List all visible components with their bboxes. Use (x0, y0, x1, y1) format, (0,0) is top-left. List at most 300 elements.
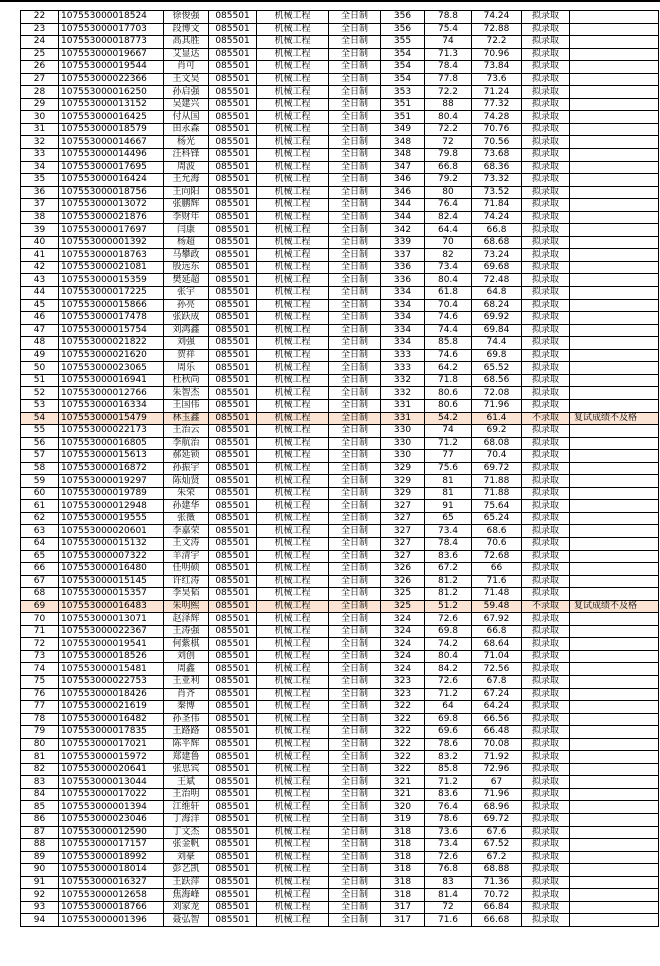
major-code-cell: 085501 (209, 650, 257, 663)
total-score-cell: 66.8 (472, 224, 522, 237)
student-name-cell: 孙亮 (164, 299, 209, 312)
candidate-id-cell: 107553000015132 (59, 537, 164, 550)
student-name-cell: 林玉鑫 (164, 412, 209, 425)
admission-decision-cell: 拟录取 (522, 738, 570, 751)
major-code-cell: 085501 (209, 713, 257, 726)
row-number-cell: 49 (21, 349, 59, 362)
row-number-cell: 47 (21, 324, 59, 337)
table-row (21, 312, 659, 325)
table-row (21, 462, 659, 475)
total-score-cell: 71.24 (472, 86, 522, 99)
candidate-id-cell: 107553000016425 (59, 111, 164, 124)
remark-cell (570, 312, 659, 325)
row-number-cell: 87 (21, 826, 59, 839)
study-mode-cell: 全日制 (329, 575, 381, 588)
admission-decision-cell: 拟录取 (522, 675, 570, 688)
retest-score-cell: 72.6 (425, 613, 472, 626)
remark-cell (570, 11, 659, 24)
remark-cell (570, 864, 659, 877)
retest-score-cell: 72.6 (425, 851, 472, 864)
retest-score-cell: 74.2 (425, 638, 472, 651)
student-name-cell: 张鹏辉 (164, 199, 209, 212)
study-mode-cell: 全日制 (329, 224, 381, 237)
major-name-cell: 机械工程 (257, 889, 329, 902)
student-name-cell: 段博文 (164, 23, 209, 36)
table-row (21, 337, 659, 350)
table-row (21, 625, 659, 638)
table-row (21, 864, 659, 877)
major-name-cell: 机械工程 (257, 776, 329, 789)
total-score-cell: 67.92 (472, 613, 522, 626)
student-name-cell: 孙圣伟 (164, 713, 209, 726)
major-name-cell: 机械工程 (257, 864, 329, 877)
study-mode-cell: 全日制 (329, 199, 381, 212)
major-name-cell: 机械工程 (257, 462, 329, 475)
row-number-cell: 70 (21, 613, 59, 626)
total-score-cell: 71.96 (472, 788, 522, 801)
major-code-cell: 085501 (209, 788, 257, 801)
table-row (21, 726, 659, 739)
admission-decision-cell: 拟录取 (522, 663, 570, 676)
study-mode-cell: 全日制 (329, 98, 381, 111)
major-code-cell: 085501 (209, 751, 257, 764)
candidate-id-cell: 107553000012766 (59, 387, 164, 400)
major-name-cell: 机械工程 (257, 136, 329, 149)
row-number-cell: 28 (21, 86, 59, 99)
major-name-cell: 机械工程 (257, 425, 329, 438)
candidate-id-cell: 107553000021876 (59, 211, 164, 224)
remark-cell (570, 324, 659, 337)
student-name-cell: 贺祥 (164, 349, 209, 362)
student-name-cell: 彭艺凯 (164, 864, 209, 877)
study-mode-cell: 全日制 (329, 11, 381, 24)
candidate-id-cell: 107553000020641 (59, 763, 164, 776)
row-number-cell: 65 (21, 550, 59, 563)
row-number-cell: 55 (21, 425, 59, 438)
table-row (21, 701, 659, 714)
row-number-cell: 40 (21, 236, 59, 249)
remark-cell (570, 387, 659, 400)
admission-decision-cell: 拟录取 (522, 864, 570, 877)
retest-score-cell: 78.6 (425, 738, 472, 751)
study-mode-cell: 全日制 (329, 312, 381, 325)
admission-decision-cell: 不录取 (522, 412, 570, 425)
student-name-cell: 田永森 (164, 123, 209, 136)
student-name-cell: 何紫棋 (164, 638, 209, 651)
major-code-cell: 085501 (209, 249, 257, 262)
row-number-cell: 30 (21, 111, 59, 124)
initial-score-cell: 321 (381, 788, 425, 801)
remark-cell (570, 588, 659, 601)
major-code-cell: 085501 (209, 73, 257, 86)
row-number-cell: 89 (21, 851, 59, 864)
study-mode-cell: 全日制 (329, 412, 381, 425)
remark-cell (570, 450, 659, 463)
study-mode-cell: 全日制 (329, 500, 381, 513)
initial-score-cell: 356 (381, 23, 425, 36)
major-name-cell: 机械工程 (257, 814, 329, 827)
total-score-cell: 67.8 (472, 675, 522, 688)
row-number-cell: 35 (21, 174, 59, 187)
total-score-cell: 73.24 (472, 249, 522, 262)
table-row (21, 48, 659, 61)
remark-cell (570, 901, 659, 914)
row-number-cell: 45 (21, 299, 59, 312)
remark-cell (570, 625, 659, 638)
major-code-cell: 085501 (209, 36, 257, 49)
major-code-cell: 085501 (209, 161, 257, 174)
student-name-cell: 李航治 (164, 437, 209, 450)
candidate-id-cell: 107553000019667 (59, 48, 164, 61)
admission-decision-cell: 拟录取 (522, 751, 570, 764)
retest-score-cell: 77 (425, 450, 472, 463)
admission-decision-cell: 拟录取 (522, 299, 570, 312)
remark-cell (570, 738, 659, 751)
major-name-cell: 机械工程 (257, 901, 329, 914)
total-score-cell: 69.72 (472, 814, 522, 827)
admission-decision-cell: 拟录取 (522, 274, 570, 287)
table-body (21, 11, 659, 927)
retest-score-cell: 70.4 (425, 299, 472, 312)
initial-score-cell: 348 (381, 136, 425, 149)
candidate-id-cell: 107553000022366 (59, 73, 164, 86)
total-score-cell: 70.08 (472, 738, 522, 751)
study-mode-cell: 全日制 (329, 638, 381, 651)
retest-score-cell: 71.8 (425, 374, 472, 387)
remark-cell (570, 23, 659, 36)
candidate-id-cell: 107553000019544 (59, 61, 164, 74)
major-code-cell: 085501 (209, 136, 257, 149)
study-mode-cell: 全日制 (329, 650, 381, 663)
study-mode-cell: 全日制 (329, 788, 381, 801)
retest-score-cell: 72 (425, 901, 472, 914)
retest-score-cell: 80.6 (425, 399, 472, 412)
total-score-cell: 74.24 (472, 11, 522, 24)
student-name-cell: 闫康 (164, 224, 209, 237)
study-mode-cell: 全日制 (329, 839, 381, 852)
total-score-cell: 68.88 (472, 864, 522, 877)
retest-score-cell: 73.4 (425, 525, 472, 538)
retest-score-cell: 70 (425, 236, 472, 249)
retest-score-cell: 73.4 (425, 261, 472, 274)
initial-score-cell: 324 (381, 638, 425, 651)
retest-score-cell: 83.6 (425, 788, 472, 801)
admission-decision-cell: 拟录取 (522, 261, 570, 274)
initial-score-cell: 333 (381, 349, 425, 362)
table-row (21, 11, 659, 24)
remark-cell (570, 663, 659, 676)
remark-cell (570, 462, 659, 475)
major-code-cell: 085501 (209, 387, 257, 400)
student-name-cell: 肖齐 (164, 688, 209, 701)
total-score-cell: 72.2 (472, 36, 522, 49)
retest-score-cell: 80.4 (425, 274, 472, 287)
remark-cell (570, 249, 659, 262)
retest-score-cell: 85.8 (425, 337, 472, 350)
initial-score-cell: 353 (381, 86, 425, 99)
table-row (21, 387, 659, 400)
study-mode-cell: 全日制 (329, 487, 381, 500)
table-row (21, 450, 659, 463)
major-name-cell: 机械工程 (257, 287, 329, 300)
major-name-cell: 机械工程 (257, 349, 329, 362)
study-mode-cell: 全日制 (329, 550, 381, 563)
major-code-cell: 085501 (209, 23, 257, 36)
total-score-cell: 64.24 (472, 701, 522, 714)
admission-decision-cell: 拟录取 (522, 437, 570, 450)
student-name-cell: 殷远东 (164, 261, 209, 274)
table-row (21, 638, 659, 651)
student-name-cell: 赵泽辉 (164, 613, 209, 626)
major-name-cell: 机械工程 (257, 688, 329, 701)
table-row (21, 826, 659, 839)
major-name-cell: 机械工程 (257, 437, 329, 450)
major-name-cell: 机械工程 (257, 563, 329, 576)
row-number-cell: 82 (21, 763, 59, 776)
major-name-cell: 机械工程 (257, 362, 329, 375)
study-mode-cell: 全日制 (329, 48, 381, 61)
row-number-cell: 48 (21, 337, 59, 350)
table-row (21, 86, 659, 99)
major-name-cell: 机械工程 (257, 675, 329, 688)
student-name-cell: 徐俊强 (164, 11, 209, 24)
student-name-cell: 秦博 (164, 701, 209, 714)
total-score-cell: 72.48 (472, 274, 522, 287)
remark-cell (570, 814, 659, 827)
total-score-cell: 69.68 (472, 261, 522, 274)
remark-cell (570, 437, 659, 450)
total-score-cell: 71.48 (472, 588, 522, 601)
major-code-cell: 085501 (209, 86, 257, 99)
major-name-cell: 机械工程 (257, 261, 329, 274)
total-score-cell: 69.72 (472, 462, 522, 475)
total-score-cell: 68.08 (472, 437, 522, 450)
student-name-cell: 杨光 (164, 136, 209, 149)
table-row (21, 186, 659, 199)
candidate-id-cell: 107553000023065 (59, 362, 164, 375)
retest-score-cell: 76.4 (425, 801, 472, 814)
initial-score-cell: 334 (381, 324, 425, 337)
row-number-cell: 59 (21, 475, 59, 488)
admission-decision-cell: 拟录取 (522, 814, 570, 827)
major-code-cell: 085501 (209, 199, 257, 212)
major-code-cell: 085501 (209, 801, 257, 814)
admission-decision-cell: 拟录取 (522, 826, 570, 839)
admission-decision-cell: 拟录取 (522, 851, 570, 864)
major-code-cell: 085501 (209, 701, 257, 714)
retest-score-cell: 76.8 (425, 864, 472, 877)
remark-cell (570, 788, 659, 801)
total-score-cell: 74.24 (472, 211, 522, 224)
table-row (21, 889, 659, 902)
retest-score-cell: 74.6 (425, 312, 472, 325)
study-mode-cell: 全日制 (329, 437, 381, 450)
major-name-cell: 机械工程 (257, 111, 329, 124)
initial-score-cell: 342 (381, 224, 425, 237)
major-name-cell: 机械工程 (257, 613, 329, 626)
student-name-cell: 朱荣 (164, 487, 209, 500)
initial-score-cell: 321 (381, 776, 425, 789)
retest-score-cell: 64 (425, 701, 472, 714)
row-number-cell: 75 (21, 675, 59, 688)
study-mode-cell: 全日制 (329, 387, 381, 400)
remark-cell (570, 763, 659, 776)
remark-cell (570, 399, 659, 412)
retest-score-cell: 71.6 (425, 914, 472, 927)
study-mode-cell: 全日制 (329, 337, 381, 350)
retest-score-cell: 71.2 (425, 437, 472, 450)
major-code-cell: 085501 (209, 487, 257, 500)
remark-cell (570, 337, 659, 350)
initial-score-cell: 325 (381, 600, 425, 613)
major-code-cell: 085501 (209, 826, 257, 839)
major-code-cell: 085501 (209, 512, 257, 525)
row-number-cell: 56 (21, 437, 59, 450)
candidate-id-cell: 107553000019297 (59, 475, 164, 488)
study-mode-cell: 全日制 (329, 299, 381, 312)
major-code-cell: 085501 (209, 475, 257, 488)
retest-score-cell: 66.8 (425, 161, 472, 174)
retest-score-cell: 61.8 (425, 287, 472, 300)
major-name-cell: 机械工程 (257, 788, 329, 801)
total-score-cell: 77.32 (472, 98, 522, 111)
student-name-cell: 郑建鲁 (164, 751, 209, 764)
total-score-cell: 64.8 (472, 287, 522, 300)
study-mode-cell: 全日制 (329, 36, 381, 49)
candidate-id-cell: 107553000016482 (59, 713, 164, 726)
study-mode-cell: 全日制 (329, 174, 381, 187)
row-number-cell: 85 (21, 801, 59, 814)
major-code-cell: 085501 (209, 224, 257, 237)
student-name-cell: 王允海 (164, 174, 209, 187)
retest-score-cell: 75.6 (425, 462, 472, 475)
major-name-cell: 机械工程 (257, 186, 329, 199)
total-score-cell: 72.96 (472, 763, 522, 776)
student-name-cell: 孙启强 (164, 86, 209, 99)
initial-score-cell: 317 (381, 901, 425, 914)
total-score-cell: 68.6 (472, 525, 522, 538)
student-name-cell: 王国伟 (164, 399, 209, 412)
retest-score-cell: 72 (425, 136, 472, 149)
row-number-cell: 29 (21, 98, 59, 111)
major-name-cell: 机械工程 (257, 299, 329, 312)
initial-score-cell: 331 (381, 412, 425, 425)
table-row (21, 437, 659, 450)
initial-score-cell: 329 (381, 462, 425, 475)
candidate-id-cell: 107553000013072 (59, 199, 164, 212)
admission-decision-cell: 拟录取 (522, 588, 570, 601)
major-code-cell: 085501 (209, 362, 257, 375)
table-row (21, 563, 659, 576)
major-code-cell: 085501 (209, 450, 257, 463)
remark-cell (570, 349, 659, 362)
candidate-id-cell: 107553000018763 (59, 249, 164, 262)
row-number-cell: 91 (21, 876, 59, 889)
student-name-cell: 王向阳 (164, 186, 209, 199)
major-code-cell: 085501 (209, 399, 257, 412)
initial-score-cell: 346 (381, 186, 425, 199)
table-row (21, 500, 659, 513)
remark-cell (570, 537, 659, 550)
major-name-cell: 机械工程 (257, 274, 329, 287)
row-number-cell: 62 (21, 512, 59, 525)
remark-cell (570, 36, 659, 49)
student-name-cell: 付从国 (164, 111, 209, 124)
major-code-cell: 085501 (209, 123, 257, 136)
initial-score-cell: 324 (381, 650, 425, 663)
study-mode-cell: 全日制 (329, 801, 381, 814)
candidate-id-cell: 107553000017695 (59, 161, 164, 174)
candidate-id-cell: 107553000018579 (59, 123, 164, 136)
admission-decision-cell: 拟录取 (522, 575, 570, 588)
admission-decision-cell: 拟录取 (522, 839, 570, 852)
admission-decision-cell: 拟录取 (522, 914, 570, 927)
major-code-cell: 085501 (209, 738, 257, 751)
study-mode-cell: 全日制 (329, 61, 381, 74)
study-mode-cell: 全日制 (329, 136, 381, 149)
row-number-cell: 76 (21, 688, 59, 701)
major-name-cell: 机械工程 (257, 663, 329, 676)
study-mode-cell: 全日制 (329, 287, 381, 300)
major-code-cell: 085501 (209, 763, 257, 776)
table-row (21, 475, 659, 488)
total-score-cell: 75.64 (472, 500, 522, 513)
candidate-id-cell: 107553000001392 (59, 236, 164, 249)
initial-score-cell: 318 (381, 876, 425, 889)
table-row (21, 575, 659, 588)
admission-decision-cell: 拟录取 (522, 638, 570, 651)
student-name-cell: 艾显达 (164, 48, 209, 61)
initial-score-cell: 356 (381, 11, 425, 24)
row-number-cell: 68 (21, 588, 59, 601)
table-row (21, 23, 659, 36)
student-name-cell: 许红涛 (164, 575, 209, 588)
retest-score-cell: 71.2 (425, 776, 472, 789)
table-row (21, 487, 659, 500)
major-name-cell: 机械工程 (257, 638, 329, 651)
candidate-id-cell: 107553000001396 (59, 914, 164, 927)
major-name-cell: 机械工程 (257, 487, 329, 500)
student-name-cell: 高其胜 (164, 36, 209, 49)
initial-score-cell: 318 (381, 864, 425, 877)
study-mode-cell: 全日制 (329, 186, 381, 199)
admission-decision-cell: 拟录取 (522, 149, 570, 162)
major-code-cell: 085501 (209, 550, 257, 563)
admission-decision-cell: 拟录取 (522, 48, 570, 61)
study-mode-cell: 全日制 (329, 525, 381, 538)
total-score-cell: 69.2 (472, 425, 522, 438)
table-row (21, 550, 659, 563)
candidate-id-cell: 107553000017021 (59, 738, 164, 751)
remark-cell (570, 199, 659, 212)
student-name-cell: 樊延超 (164, 274, 209, 287)
total-score-cell: 69.84 (472, 324, 522, 337)
row-number-cell: 61 (21, 500, 59, 513)
total-score-cell: 68.64 (472, 638, 522, 651)
initial-score-cell: 327 (381, 500, 425, 513)
candidate-id-cell: 107553000015359 (59, 274, 164, 287)
row-number-cell: 22 (21, 11, 59, 24)
candidate-id-cell: 107553000015145 (59, 575, 164, 588)
student-name-cell: 张跃成 (164, 312, 209, 325)
retest-score-cell: 83.2 (425, 751, 472, 764)
study-mode-cell: 全日制 (329, 123, 381, 136)
remark-cell (570, 61, 659, 74)
candidate-id-cell: 107553000013044 (59, 776, 164, 789)
table-row (21, 751, 659, 764)
remark-cell (570, 111, 659, 124)
candidate-id-cell: 107553000017157 (59, 839, 164, 852)
